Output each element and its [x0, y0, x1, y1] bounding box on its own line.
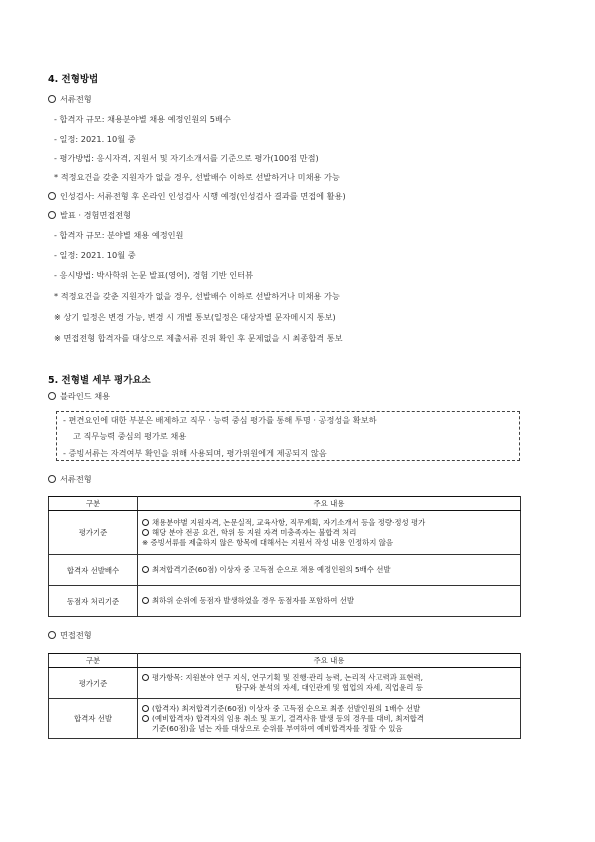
- personality-test-line: 인성검사: 서류전형 후 온라인 인성검사 시행 예정(인성검사 결과를 면접에 활용): [48, 191, 346, 202]
- content-item-continued: 탐구와 분석의 자세, 대인관계 및 협업의 자세, 직업윤리 등: [235, 683, 423, 692]
- blind-box-line: 고 직무능력 중심의 평가로 채용: [73, 431, 187, 441]
- content-item: 평가항목: 지원분야 연구 지식, 연구기획 및 진행·관리 능력, 논리적 사고력과 표현력,: [142, 673, 516, 683]
- row-label: 평가기준: [49, 511, 138, 555]
- column-header: 주요 내용: [138, 497, 521, 511]
- final-pass-note: ※ 면접전형 합격자를 대상으로 제출서류 진위 확인 후 문제없을 시 최종합격 통보: [54, 333, 343, 343]
- row-content: [138, 699, 521, 739]
- section-5-title: 5. 전형별 세부 평가요소: [48, 375, 151, 386]
- circle-bullet-icon: [48, 192, 56, 200]
- circle-bullet-icon: [142, 674, 149, 681]
- blind-box-line: - 편견요인에 대한 부분은 배제하고 직무 · 능력 중심 평가를 통해 투명 · 공정성을 확보하: [63, 415, 377, 425]
- content-item: 최하위 순위에 동점자 발생하였을 경우 동점자를 포함하여 선발: [142, 596, 516, 606]
- circle-bullet-icon: [142, 715, 149, 722]
- presentation-note: * 적정요건을 갖춘 지원자가 없을 경우, 선발배수 이하로 선발하거나 미채용 가능: [54, 291, 340, 301]
- interview-table: [48, 653, 521, 739]
- table-row: [49, 668, 521, 699]
- column-header: 주요 내용: [138, 654, 521, 668]
- row-content: [138, 668, 521, 699]
- circle-bullet-icon: [48, 211, 56, 219]
- content-item: 채용분야별 지원자격, 논문실적, 교육사항, 직무계획, 자기소개서 등을 정량·정성 평가: [142, 518, 516, 528]
- content-item-continued: 기준(60점)을 넘는 자를 대상으로 순위를 부여하여 예비합격자를 정할 수 있음: [152, 723, 403, 733]
- circle-bullet-icon: [142, 597, 149, 604]
- table-header-row: [49, 497, 521, 511]
- row-content: [138, 555, 521, 586]
- schedule-note: ※ 상기 일정은 변경 가능, 변경 시 개별 통보(일정은 대상자별 문자메시지 통보): [54, 312, 336, 322]
- column-header: 구분: [49, 654, 138, 668]
- content-item: 해당 분야 전공 요건, 학위 등 지원 자격 미충족자는 불합격 처리: [142, 528, 516, 538]
- blind-heading: 블라인드 채용: [48, 391, 110, 402]
- table-row: [49, 511, 521, 555]
- blind-box-line: - 증빙서류는 자격여부 확인을 위해 사용되며, 평가위원에게 제공되지 않음: [63, 448, 327, 458]
- circle-bullet-icon: [142, 566, 149, 573]
- circle-bullet-icon: [142, 705, 149, 712]
- circle-bullet-icon: [142, 529, 149, 536]
- row-content: [138, 511, 521, 555]
- row-content: [138, 586, 521, 617]
- doc-screen-line: - 일정: 2021. 10월 중: [54, 134, 136, 144]
- circle-bullet-icon: [142, 519, 149, 526]
- table-row: [49, 586, 521, 617]
- row-label: 평가기준: [49, 668, 138, 699]
- doc-screening-table: [48, 496, 521, 617]
- presentation-line: - 일정: 2021. 10월 중: [54, 250, 136, 260]
- presentation-heading: 발표 · 경험면접전형: [48, 210, 131, 221]
- content-item: 최저합격기준(60점) 이상자 중 고득점 순으로 채용 예정인원의 5배수 선발: [142, 565, 516, 575]
- table-row: [49, 699, 521, 739]
- column-header: 구분: [49, 497, 138, 511]
- circle-bullet-icon: [48, 392, 56, 400]
- doc-screen-line: - 합격자 규모: 채용분야별 채용 예정인원의 5배수: [54, 114, 231, 124]
- content-note: ※ 증빙서류를 제출하지 않은 항목에 대해서는 지원서 작성 내용 인정하지 않음: [142, 537, 394, 547]
- content-item: (합격자) 최저합격기준(60점) 이상자 중 고득점 순으로 최종 선발인원의 1배수 선발: [142, 704, 516, 714]
- row-label: 동점자 처리기준: [49, 586, 138, 617]
- row-label: 합격자 선발배수: [49, 555, 138, 586]
- interview-table-heading: 면접전형: [48, 630, 92, 641]
- table-row: [49, 555, 521, 586]
- circle-bullet-icon: [48, 475, 56, 483]
- circle-bullet-icon: [48, 95, 56, 103]
- row-label: 합격자 선발: [49, 699, 138, 739]
- blind-hiring-box: [56, 411, 520, 461]
- section-4-title: 4. 전형방법: [48, 74, 99, 85]
- doc-screen-note: * 적정요건을 갖춘 지원자가 없을 경우, 선발배수 이하로 선발하거나 미채용 가능: [54, 172, 340, 182]
- presentation-line: - 합격자 규모: 분야별 채용 예정인원: [54, 230, 184, 240]
- circle-bullet-icon: [48, 631, 56, 639]
- doc-screen-line: - 평가방법: 응시자격, 지원서 및 자기소개서를 기준으로 평가(100점 만점): [54, 153, 319, 163]
- presentation-line: - 응시방법: 박사학위 논문 발표(영어), 경험 기반 인터뷰: [54, 270, 254, 280]
- doc-screen-heading: 서류전형: [48, 94, 92, 105]
- content-item: (예비합격자) 합격자의 임용 취소 및 포기, 결격사유 발생 등의 경우를 대비, 최저합격: [142, 714, 516, 724]
- doc-table-heading: 서류전형: [48, 474, 92, 485]
- table-header-row: [49, 654, 521, 668]
